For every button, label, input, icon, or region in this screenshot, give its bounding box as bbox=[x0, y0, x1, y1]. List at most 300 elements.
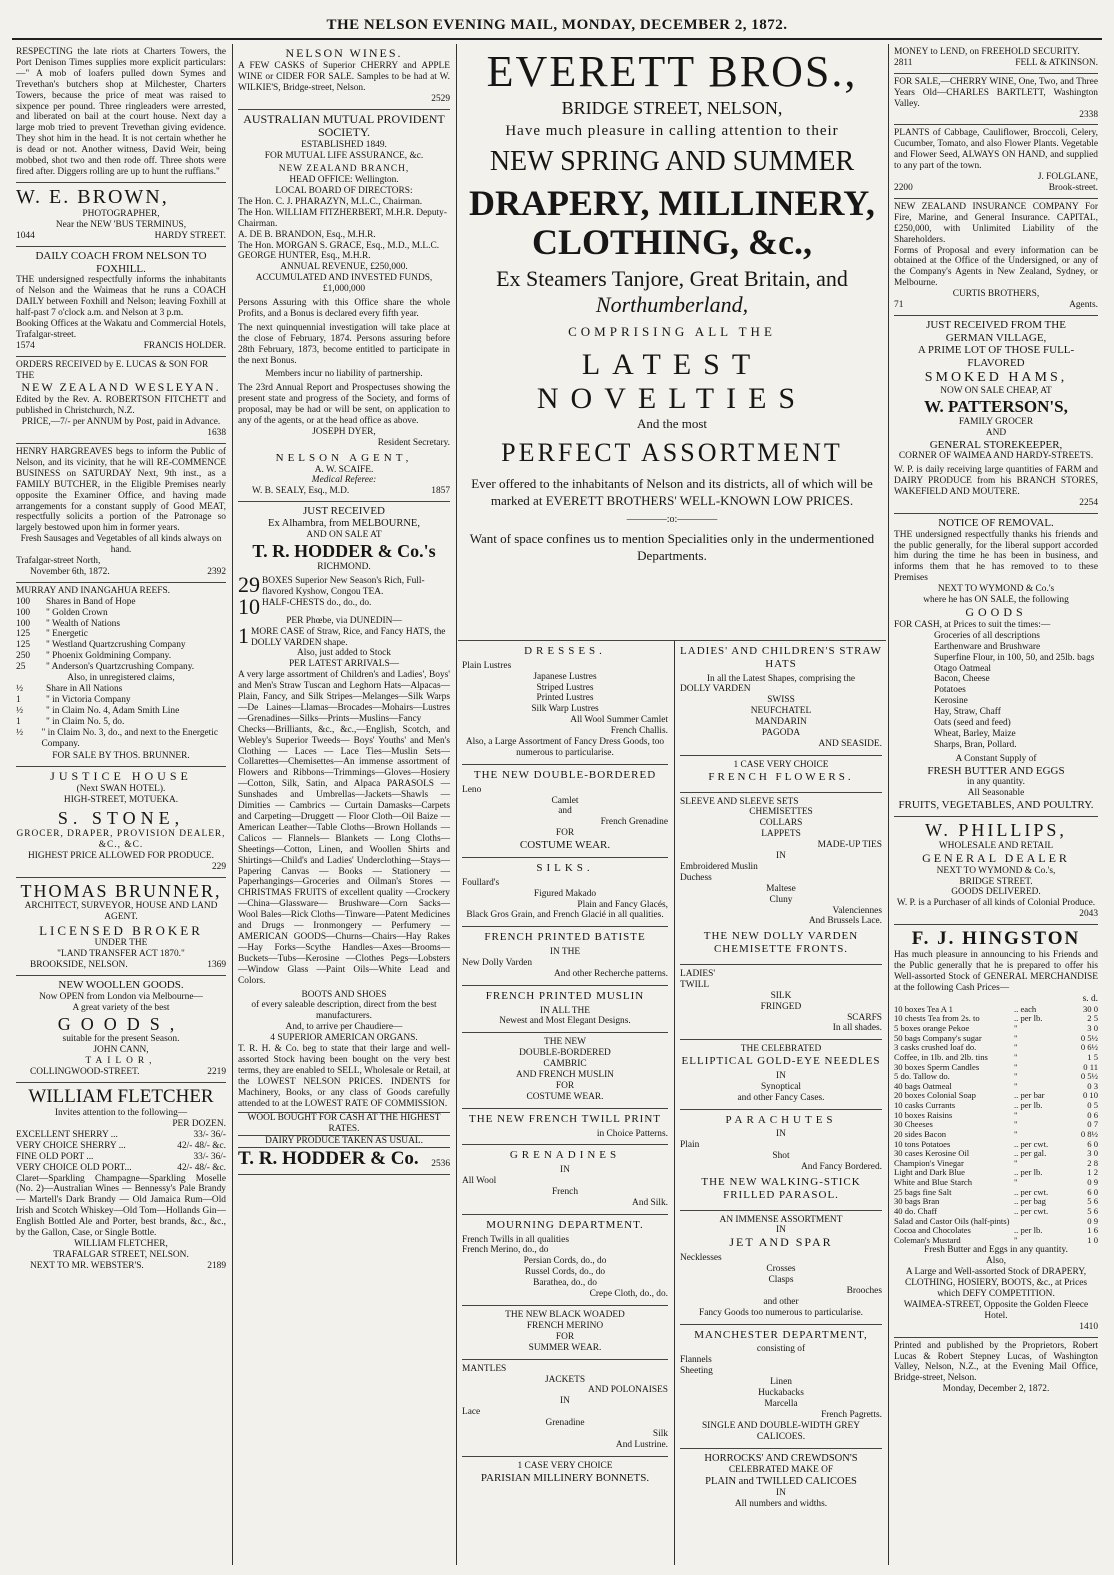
everett-departments bbox=[458, 640, 886, 1565]
coach-body: THE undersigned respectfully informs the inhabitants of Nelson and the Waimeas that he runs a COACH DAILY between Foxhill and Nelson; leaving Foxhill at half-past 7 o'clock a.m. and Nelson at 3 p.m. bbox=[16, 275, 226, 318]
list-item: And Lustrine. bbox=[615, 1439, 668, 1450]
mourning-heading: MOURNING DEPARTMENT. bbox=[486, 1218, 644, 1231]
item-unit: " bbox=[1014, 1119, 1018, 1130]
item-name: 10 boxes Tea A 1 bbox=[894, 1003, 953, 1014]
mourning-list bbox=[462, 1235, 668, 1300]
item-price: 0 5½ bbox=[1080, 1071, 1098, 1082]
item-price: 5 6 bbox=[1087, 1205, 1098, 1216]
departments-right bbox=[676, 641, 886, 1565]
patterson-9: GENERAL STOREKEEPER, bbox=[929, 438, 1063, 451]
share-count: ½ bbox=[16, 727, 24, 738]
item-unit: .. per cwt. bbox=[1014, 1138, 1049, 1149]
hodder-also: Also, just added to Stock bbox=[296, 648, 391, 659]
twill-sub: in Choice Patterns. bbox=[596, 1128, 668, 1139]
share-text: " Westland Quartzcrushing Company bbox=[46, 640, 186, 651]
brunner-act: "LAND TRANSFER ACT 1870." bbox=[57, 949, 185, 960]
manchester-heading: MANCHESTER DEPARTMENT, bbox=[694, 1328, 868, 1341]
horrocks-make: CELEBRATED MAKE OF bbox=[728, 1464, 834, 1475]
phillips-title: W. PHILLIPS, bbox=[925, 819, 1067, 840]
list-item: SUMMER WEAR. bbox=[528, 1342, 602, 1353]
woollen-name: JOHN CANN, bbox=[93, 1045, 149, 1056]
hargreaves-num: 2392 bbox=[207, 566, 226, 577]
hingston-num: 1410 bbox=[1079, 1321, 1098, 1332]
walking-heading: THE NEW WALKING-STICK FRILLED PARASOL. bbox=[701, 1176, 861, 1201]
patterson-2: GERMAN VILLAGE, bbox=[945, 331, 1047, 344]
notice-title: NOTICE OF REMOVAL. bbox=[938, 516, 1054, 529]
list-item: Kerosine bbox=[934, 696, 968, 707]
list-item: Clasps bbox=[768, 1275, 794, 1286]
parachutes-in: IN bbox=[776, 1129, 786, 1140]
share-text: " in Victoria Company bbox=[46, 694, 131, 705]
share-text: " Anderson's Quartzcrushing Company. bbox=[46, 662, 195, 673]
patterson-7: FAMILY GROCER bbox=[958, 416, 1034, 427]
brunner-title: THOMAS BRUNNER, bbox=[20, 880, 222, 901]
item-price: 1 6 bbox=[1087, 1225, 1098, 1236]
list-item: LAPPETS bbox=[761, 829, 801, 840]
phillips-num: 2043 bbox=[1079, 909, 1098, 920]
share-text: Shares in Band of Hope bbox=[46, 596, 136, 607]
item-name: VERY CHOICE OLD PORT... bbox=[16, 1162, 132, 1173]
director-line: A. DE B. BRANDON, Esq., M.H.R. bbox=[238, 229, 376, 240]
item-unit: " bbox=[1014, 1071, 1018, 1082]
woollen-open: Now OPEN from London via Melbourne— bbox=[39, 991, 203, 1002]
nzic-name: CURTIS BROTHERS, bbox=[952, 289, 1040, 300]
notice-where: where he has ON SALE, the following bbox=[923, 595, 1069, 606]
brunner-sub: ARCHITECT, SURVEYOR, HOUSE AND LAND AGENT. bbox=[24, 901, 218, 923]
hargreaves-date: November 6th, 1872. bbox=[30, 566, 110, 577]
list-item: MADE-UP TIES bbox=[817, 840, 882, 851]
price-row bbox=[894, 1236, 1098, 1246]
list-item: Shot bbox=[772, 1151, 790, 1162]
share-row bbox=[16, 619, 226, 630]
patterson-ad bbox=[894, 316, 1098, 514]
list-item: And Silk. bbox=[632, 1197, 668, 1208]
orders-ad bbox=[16, 357, 226, 444]
item-unit: .. per cwt. bbox=[1014, 1205, 1049, 1216]
share-row bbox=[16, 728, 226, 750]
price-row bbox=[16, 1163, 226, 1174]
notice-goods: GOODS bbox=[965, 604, 1027, 619]
dolly-heading: THE NEW DOLLY VARDEN CHEMISETTE FRONTS. bbox=[703, 930, 859, 956]
item-unit: .. per lb. bbox=[1014, 1013, 1043, 1024]
everett-northumberland: Northumberland, bbox=[595, 292, 749, 317]
notice-fruits: FRUITS, VEGETABLES, AND POULTRY. bbox=[898, 799, 1094, 812]
amp-p2: The next quinquennial investigation will take place at the close of February, 1874. Persons assuring before 28th February, 1873, become entitled to participate in the next Bonus. bbox=[238, 322, 450, 366]
embroid-list bbox=[680, 862, 882, 927]
fletcher-title: WILLIAM FLETCHER bbox=[28, 1086, 214, 1108]
list-item: Sharps, Bran, Pollard. bbox=[934, 739, 1017, 750]
hodder-29: BOXES Superior New Season's Rich, Full-flavored Kyshow, Congou TEA. bbox=[262, 575, 425, 597]
hats-heading: LADIES' AND CHILDREN'S STRAW HATS bbox=[680, 645, 882, 670]
coach-booking: Booking Offices at the Wakatu and Commercial Hotels, Trafalgar-street. bbox=[16, 318, 226, 340]
list-item: All Wool bbox=[462, 1176, 497, 1187]
list-item: New Dolly Varden bbox=[462, 957, 533, 968]
amp-est: ESTABLISHED 1849. bbox=[301, 140, 387, 151]
list-item: Potatoes bbox=[934, 685, 966, 696]
phillips-next: NEXT TO WYMOND & Co.'s, bbox=[936, 865, 1056, 876]
item-price: 3 0 bbox=[1087, 1148, 1098, 1159]
jet-list bbox=[680, 1253, 882, 1318]
woaded-list bbox=[462, 1310, 668, 1354]
list-item: SLEEVE AND SLEEVE SETS bbox=[680, 796, 799, 807]
share-row bbox=[16, 717, 226, 728]
item-price: 42/- 48/- &c. bbox=[177, 1162, 226, 1173]
double-section bbox=[462, 765, 668, 858]
director-line: GEORGE HUNTER, Esq., M.H.R. bbox=[238, 251, 371, 262]
list-item: Marcella bbox=[764, 1399, 798, 1409]
share-count: 125 bbox=[16, 629, 31, 640]
everett-pleasure: Have much pleasure in calling attention to their bbox=[505, 123, 839, 139]
item-unit: " bbox=[1014, 1051, 1018, 1062]
manchester-single: SINGLE AND DOUBLE-WIDTH GREY CALICOES. bbox=[701, 1420, 861, 1442]
price-row bbox=[16, 1152, 226, 1163]
list-item: Silk Warp Lustres bbox=[531, 704, 599, 715]
list-item: French Grenadine bbox=[600, 817, 668, 828]
riots-article: RESPECTING the late riots at Charters Towers, the Port Denison Times supplies more explicit particulars:—" A mob of loafers pulled down Symes and Trevethan's butchers shop at Milchester, Charters Towers, because the price of meat was raised to sixpence per pound. Three ringleaders were arrested, and liberated on bail at the court house. Next day a large mob tried to prevent Trevethan giving evidence. They shot him in the head. It is not certain whether he is dead or not. Another witness, David Weir, being mobbed, shot two and then rode off. Three shots were fired after. Diggers rolling are up to hunt the ruffians." bbox=[16, 44, 226, 183]
share-count: 25 bbox=[16, 662, 26, 673]
brown-street: HARDY STREET. bbox=[154, 230, 226, 241]
amp-for: FOR MUTUAL LIFE ASSURANCE, &c. bbox=[264, 151, 424, 162]
item-name: 30 Cheeses bbox=[894, 1119, 933, 1130]
share-count: 1 bbox=[16, 716, 21, 727]
amp-revenue: ANNUAL REVENUE, £250,000. bbox=[280, 262, 408, 273]
list-item: IN bbox=[560, 1396, 570, 1407]
item-price: 1 0 bbox=[1087, 1234, 1098, 1245]
notice-qty: in any quantity. bbox=[967, 777, 1025, 788]
item-price: 0 5 bbox=[1087, 1100, 1098, 1111]
item-price: 0 3 bbox=[1087, 1080, 1098, 1091]
list-item: Persian Cords, do., do bbox=[523, 1256, 607, 1267]
share-row bbox=[16, 640, 226, 651]
list-item: MANDARIN bbox=[755, 717, 807, 728]
item-name: 25 bags fine Salt bbox=[894, 1186, 952, 1197]
bonnets-case: 1 CASE VERY CHOICE bbox=[517, 1460, 613, 1471]
item-unit: .. each bbox=[1014, 1003, 1037, 1014]
item-unit: .. per gal. bbox=[1014, 1148, 1047, 1159]
item-price: 6 0 bbox=[1087, 1138, 1098, 1149]
fletcher-name: WILLIAM FLETCHER, bbox=[74, 1239, 168, 1250]
hargreaves-fresh: Fresh Sausages and Vegetables of all kinds always on hand. bbox=[20, 534, 222, 556]
list-item: Groceries of all descriptions bbox=[934, 630, 1040, 641]
fletcher-items bbox=[16, 1130, 226, 1174]
referee-label: Medical Referee: bbox=[311, 475, 377, 486]
sleeve-list bbox=[680, 797, 882, 862]
list-item: Lace bbox=[462, 1407, 481, 1418]
columns bbox=[12, 44, 1102, 1565]
share-count: 250 bbox=[16, 651, 31, 662]
item-unit: .. per cwt. bbox=[1014, 1186, 1049, 1197]
amp-p4: The 23rd Annual Report and Prospectuses showing the present state and progress of the Society, and forms of proposal, may be had or will be sent, on application to any of the agents, or at the head office as above. bbox=[238, 383, 450, 427]
justice-sub: (Next SWAN HOTEL). bbox=[76, 784, 166, 795]
item-name: EXCELLENT SHERRY ... bbox=[16, 1129, 118, 1140]
list-item: Embroidered Muslin bbox=[680, 861, 758, 872]
double-wear: COSTUME WEAR. bbox=[519, 839, 611, 852]
column-rule bbox=[232, 44, 233, 1565]
boots-body: T. R. H. & Co. beg to state that their large and well-assorted Stock having been bought on the very best terms, they are enabled to SELL, Wholesale or Retail, at the LOWEST NELSON PRICES. INDENTS for Machinery, Books, or any class of Goods carefully attended to at the LOWEST RATE OF COMMISSION. bbox=[238, 1044, 450, 1109]
list-item: Striped Lustres bbox=[536, 682, 594, 693]
silks-heading: SILKS. bbox=[536, 861, 594, 874]
notice-cash: FOR CASH, at Prices to suit the times:— bbox=[894, 619, 1051, 630]
boots-organs: 4 SUPERIOR AMERICAN ORGANS. bbox=[270, 1033, 418, 1044]
list-item: French Pagretts. bbox=[821, 1409, 882, 1420]
muslin-heading: FRENCH PRINTED MUSLIN bbox=[485, 989, 645, 1002]
column-rule bbox=[888, 44, 889, 1565]
list-item: AND FRENCH MUSLIN bbox=[516, 1070, 614, 1081]
sale-ad bbox=[894, 74, 1098, 126]
list-item: Synoptical bbox=[760, 1081, 802, 1092]
list-item: and other Fancy Cases. bbox=[737, 1092, 825, 1103]
stone-price: HIGHEST PRICE ALLOWED FOR PRODUCE. bbox=[27, 850, 215, 861]
needles-pre: THE CELEBRATED bbox=[740, 1044, 822, 1055]
item-name: Coffee, in 1lb. and 2lb. tins bbox=[894, 1051, 988, 1062]
list-item: In all shades. bbox=[832, 1023, 882, 1034]
brown-num: 1044 bbox=[16, 230, 35, 241]
list-item: JACKETS bbox=[544, 1374, 586, 1385]
brown-ad bbox=[16, 183, 226, 247]
hats-section bbox=[680, 641, 882, 756]
share-row bbox=[16, 684, 226, 695]
stone-num: 229 bbox=[211, 861, 226, 872]
column-4 bbox=[890, 44, 1102, 1565]
manchester-section bbox=[680, 1325, 882, 1449]
share-row bbox=[16, 706, 226, 717]
item-price: 33/- 36/- bbox=[193, 1151, 226, 1162]
brunner-lic: LICENSED BROKER bbox=[39, 923, 203, 939]
amp-branch: NEW ZEALAND BRANCH, bbox=[278, 164, 410, 175]
share-row bbox=[16, 651, 226, 662]
fletcher-dozen: PER DOZEN. bbox=[172, 1119, 226, 1130]
fletcher-next: NEXT TO MR. WEBSTER'S. bbox=[30, 1260, 144, 1271]
list-item: FRINGED bbox=[760, 1001, 802, 1012]
hodder-sale: AND ON SALE AT bbox=[306, 530, 382, 541]
item-price: 0 6½ bbox=[1080, 1042, 1098, 1053]
notice-items bbox=[894, 631, 1098, 751]
patterson-6: W. PATTERSON'S, bbox=[924, 397, 1068, 417]
hodder-1: MORE CASE of Straw, Rice, and Fancy HATS, the DOLLY VARDEN shape. bbox=[251, 626, 446, 648]
amp-sec-role: Resident Secretary. bbox=[377, 437, 450, 448]
list-item: Figured Makado bbox=[533, 888, 597, 899]
dairy: DAIRY PRODUCE TAKEN AS USUAL. bbox=[238, 1135, 450, 1147]
share-row bbox=[16, 695, 226, 706]
list-item: COSTUME WEAR. bbox=[526, 1091, 604, 1102]
batiste-list bbox=[462, 958, 668, 980]
item-name: 5 do. Tallow do. bbox=[894, 1071, 950, 1082]
everett-drapery: DRAPERY, MILLINERY, bbox=[469, 183, 875, 223]
item-name: Cocoa and Chocolates bbox=[894, 1225, 971, 1236]
item-name: 30 bags Bran bbox=[894, 1196, 940, 1207]
list-item: Flannels bbox=[680, 1355, 712, 1366]
patterson-5: NOW ON SALE CHEAP, AT bbox=[940, 386, 1052, 397]
coach-num: 1574 bbox=[16, 340, 35, 351]
hingston-also: Also, bbox=[985, 1256, 1007, 1267]
sale-num: 2338 bbox=[1079, 109, 1098, 120]
batiste-section bbox=[462, 927, 668, 985]
item-name: 10 boxes Raisins bbox=[894, 1109, 953, 1120]
item-price: 0 8½ bbox=[1080, 1128, 1098, 1139]
referee-name: W. B. SEALY, Esq., M.D. bbox=[252, 486, 350, 497]
item-price: 5 6 bbox=[1087, 1196, 1098, 1207]
cambric-section bbox=[462, 1033, 668, 1108]
item-name: 10 chests Tea from 2s. to bbox=[894, 1013, 980, 1024]
amp-board: LOCAL BOARD OF DIRECTORS: bbox=[275, 185, 413, 196]
bonnets-section bbox=[462, 1457, 668, 1490]
orders-body: Edited by the Rev. A. ROBERTSON FITCHETT and published in Christchurch, N.Z. bbox=[16, 395, 226, 417]
needles-in: IN bbox=[776, 1070, 786, 1081]
jet-in: IN bbox=[776, 1225, 786, 1236]
list-item: Bacon, Cheese bbox=[934, 674, 990, 685]
item-name: Coleman's Mustard bbox=[894, 1234, 961, 1245]
item-name: 20 boxes Colonial Soap bbox=[894, 1090, 976, 1101]
list-item: and bbox=[558, 806, 572, 817]
jet-heading: JET AND SPAR bbox=[729, 1235, 833, 1250]
list-item: Foullard's bbox=[462, 877, 500, 888]
bonnets: PARISIAN MILLINERY BONNETS. bbox=[480, 1471, 650, 1484]
justice-street: HIGH-STREET, MOTUEKA. bbox=[63, 795, 179, 806]
price-row bbox=[16, 1141, 226, 1152]
patterson-8: AND bbox=[985, 427, 1007, 438]
referee-num: 1857 bbox=[431, 486, 450, 497]
list-item: And Brussels Lace. bbox=[808, 916, 882, 927]
item-unit: " bbox=[1014, 1061, 1018, 1072]
item-name: VERY CHOICE SHERRY ... bbox=[16, 1140, 126, 1151]
item-price: 0 5½ bbox=[1080, 1032, 1098, 1043]
imprint-date: Monday, December 2, 1872. bbox=[942, 1384, 1050, 1395]
share-row bbox=[16, 629, 226, 640]
item-name: 10 tons Potatoes bbox=[894, 1138, 951, 1149]
patterson-body: W. P. is daily receiving large quantities of FARM and DAIRY PRODUCE from his BRANCH STORES, WAKEFIELD AND MOUTERE. bbox=[894, 465, 1098, 498]
list-item: Maltese bbox=[766, 883, 796, 894]
hodder-town: RICHMOND. bbox=[317, 561, 371, 572]
share-text: " in Claim No. 5, do. bbox=[46, 716, 125, 727]
phillips-del: GOODS DELIVERED. bbox=[951, 887, 1041, 898]
hodder-bottom: T. R. HODDER & Co. bbox=[238, 1148, 419, 1170]
list-item: Japanese Lustres bbox=[533, 671, 597, 682]
amp-p3: Members incur no liability of partnership. bbox=[265, 369, 423, 380]
hingston-stock: A Large and Well-assorted Stock of DRAPERY, CLOTHING, HOSIERY, BOOTS, &c., at Prices which DEFY COMPETITION. bbox=[904, 1267, 1088, 1300]
scarfs-list bbox=[680, 969, 882, 1034]
item-price: 2 5 bbox=[1087, 1013, 1098, 1024]
item-unit: " bbox=[1014, 1042, 1018, 1053]
item-unit: " bbox=[1014, 1177, 1018, 1188]
share-count: 100 bbox=[16, 607, 31, 618]
fletcher-body: Claret—Sparkling Champagne—Sparkling Moselle (No. 2)—Australian Wines — Bennessy's Pale Brandy — Martell's Dark Brandy — Old Jamaica Rum—Old Irish and Scotch Whiskey—Old Tom—Hollands Gin—English Bottled Ale and Porter, best brands, &c., &c., by the Gallon, Case, or Single Bottle. bbox=[16, 1173, 226, 1239]
list-item: IN bbox=[776, 851, 786, 862]
boots-title: BOOTS AND SHOES bbox=[301, 989, 387, 1000]
fletcher-ad bbox=[16, 1083, 226, 1276]
wines-num: 2529 bbox=[431, 93, 450, 104]
everett-steamers: Ex Steamers Tanjore, Great Britain, and bbox=[496, 266, 848, 291]
share-text: " Golden Crown bbox=[46, 607, 108, 618]
list-item: Crosses bbox=[766, 1264, 796, 1275]
item-name: Light and Dark Blue bbox=[894, 1167, 965, 1178]
item-name: White and Blue Starch bbox=[894, 1177, 973, 1188]
item-price: 30 0 bbox=[1082, 1003, 1098, 1014]
list-item: Crepe Cloth, do., do. bbox=[589, 1289, 668, 1300]
nzic-body: Forms of Proposal and every information can be obtained at the Office of the Undersigned, or any of the Company's Agents in New Zealand, Sydney, or Melbourne. bbox=[894, 245, 1098, 289]
amp-p1: Persons Assuring with this Office share the whole Profits, and a Bonus is declared every fifth year. bbox=[238, 298, 450, 319]
item-price: 0 7 bbox=[1087, 1119, 1098, 1130]
twill-heading: THE NEW FRENCH TWILL PRINT bbox=[468, 1112, 661, 1125]
manchester-list bbox=[680, 1355, 882, 1420]
coach-title: DAILY COACH FROM NELSON TO FOXHILL. bbox=[35, 249, 207, 275]
money-title: MONEY to LEND, on FREEHOLD SECURITY. bbox=[894, 47, 1080, 57]
double-list bbox=[462, 785, 668, 829]
item-name: 5 boxes orange Pekoe bbox=[894, 1023, 970, 1034]
sleeve-section bbox=[680, 793, 882, 965]
brunner-addr: BROOKSIDE, NELSON. bbox=[30, 960, 128, 971]
list-item: And Fancy Bordered. bbox=[801, 1162, 882, 1173]
everett-sep: ————:o:———— bbox=[626, 513, 718, 525]
list-item: Barathea, do., do bbox=[533, 1278, 597, 1289]
share-row bbox=[16, 662, 226, 673]
item-unit: " bbox=[1014, 1109, 1018, 1120]
patterson-4: SMOKED HAMS, bbox=[924, 369, 1068, 385]
item-unit: .. per bar bbox=[1014, 1090, 1045, 1101]
patterson-3: A PRIME LOT OF THOSE FULL-FLAVORED bbox=[917, 344, 1075, 370]
notice-supply: A Constant Supply of bbox=[955, 753, 1037, 764]
mantles-section bbox=[462, 1360, 668, 1457]
money-name: FELL & ATKINSON. bbox=[1015, 57, 1098, 68]
hodder-ad: JUST RECEIVED Ex Alhambra, from MELBOURNE, AND ON SALE AT T. R. HODDER & Co.'s RICHMOND. 29 BOXES Superior New Season's Rich, Full-flavored Kyshow, Congou TEA. 10 HALF-CHESTS do., do., do. PER Phœbe, via DUNEDIN— 1 MORE CASE of Straw, Rice, and Fancy HATS, the DOLLY VARDEN shape. Also, just added to Stock PER LATEST ARRIVALS— A very large assortment of Children's and Ladies', Boys' and Men's Straw Tuscan and Leghorn Hats—Alpacas—Plain, Fancy, and Silk Stripes—Melanges—Silk Warps—De Laines—Llamas—Brocades—Mohairs—Lustres—Grenadines—Silks—Prints—Muslins—Fancy Checks—Brilliants, &c., &c.,—English, Scotch, and Webley's Superior Tweeds— Boys' Youths' and Men's Clothing — Laces — Lace Ties—Muslin Sets—Collarettes—Chemisettes—An immense assortment of Flowers and Ribbons—Trimmings—Gloves—Hosiery—Cotton, Silk, Satin, and Alpaca PARASOLS —Sunshades and Umbrellas—Jackets—Shawls — Dimities — Cambrics — Curtain Damasks—Carpets and Carpeting—Druggett — Floor Cloth—Oil Baize — American Leather—Table Cloths—Brown Hollands — Calicos — Flannels— Blankets — Long Cloths—Sheetings—Cotton, Linen, and Woollen Shirts and Shirtings—Child's and Ladies' Underclothing—Stays—Papering Canvas — Books — Stationery — Paperhangings—Groceries and Oilman's Stores —CHRISTMAS FRUITS of excellent quality —Crockery—China—Glassware— Brushware—Corn Sacks—Wool Bales—Rick Cloths—Tinware—Patent Medicines and Drugs — Ironmongery — Perfumery — AMERICAN GOODS—Churns—Chairs—Hay Rakes—Hay Forks—Scythe Handles—Axes—Brooms—Buckets—Tubs—Kerosine —Clothes Pegs—Lobsters—Window Glass —Paint Oils—White Lead and Colors. BOOTS AND SHOES of every saleable description, direct from the best manufacturers. And, to arrive per Chaudiere— 4 SUPERIOR AMERICAN ORGANS. T. R. H. & Co. beg to state that their large and well-assorted Stock having been bought on the very best terms, they are enabled to SELL, Wholesale or Retail, at the LOWEST NELSON PRICES. INDENTS for Machinery, Books, or any class of Goods carefully attended to at the LOWEST RATE OF COMMISSION. WOOL BOUGHT FOR CASH AT THE HIGHEST RATES. DAIRY PRODUCE TAKEN AS USUAL. T. R. HODDER & Co. 2536 bbox=[238, 502, 450, 1175]
murray-title: MURRAY AND INANGAHUA REEFS. bbox=[16, 585, 171, 596]
wines-title: NELSON WINES. bbox=[285, 46, 403, 60]
item-name: FINE OLD PORT ... bbox=[16, 1151, 94, 1162]
item-price: 42/- 48/- &c. bbox=[177, 1140, 226, 1151]
woollen-title: NEW WOOLLEN GOODS. bbox=[58, 979, 184, 992]
list-item: Oats (seed and feed) bbox=[934, 718, 1011, 729]
coach-ad bbox=[16, 247, 226, 357]
fletcher-street: TRAFALGAR STREET, NELSON. bbox=[53, 1249, 189, 1260]
hingston-items bbox=[894, 1005, 1098, 1246]
horrocks-section bbox=[680, 1449, 882, 1515]
mourning-section bbox=[462, 1215, 668, 1306]
item-price: 0 11 bbox=[1083, 1061, 1098, 1072]
item-unit: " bbox=[1014, 1080, 1018, 1091]
murray-shares bbox=[16, 597, 226, 673]
list-item: Necklesses bbox=[680, 1253, 722, 1264]
item-name: Champion's Vinegar bbox=[894, 1157, 964, 1168]
amp-title: AUSTRALIAN MUTUAL PROVIDENT SOCIETY. bbox=[243, 111, 445, 140]
phillips-sub: WHOLESALE AND RETAIL bbox=[938, 840, 1054, 851]
everett-most: And the most bbox=[636, 416, 708, 431]
needles-section bbox=[680, 1040, 882, 1109]
list-item: And other Recherche patterns. bbox=[553, 968, 668, 979]
boots-arrive: And, to arrive per Chaudiere— bbox=[285, 1022, 403, 1033]
list-item: Superfine Flour, in 100, 50, and 25lb. bags bbox=[934, 652, 1095, 663]
list-item: Camlet bbox=[551, 795, 579, 806]
item-price: 1 2 bbox=[1087, 1167, 1098, 1178]
brunner-num: 1369 bbox=[207, 960, 226, 971]
director-line: The Hon. C. J. PHARAZYN, M.L.C., Chairman. bbox=[238, 196, 423, 207]
share-text: " in Claim No. 4, Adam Smith Line bbox=[46, 705, 180, 716]
orders-paper: NEW ZEALAND WESLEYAN. bbox=[21, 380, 221, 395]
brunner-ad bbox=[16, 878, 226, 976]
brown-title: W. E. BROWN, bbox=[16, 185, 169, 208]
phillips-street: BRIDGE STREET. bbox=[959, 876, 1033, 887]
horrocks-in: IN bbox=[776, 1487, 786, 1498]
woollen-suit: suitable for the present Season. bbox=[62, 1034, 180, 1045]
jet-section bbox=[680, 1211, 882, 1325]
list-item: and other bbox=[763, 1296, 799, 1307]
list-item: NEUFCHATEL bbox=[750, 706, 812, 717]
dresses-section bbox=[462, 641, 668, 765]
list-item: SWISS bbox=[767, 695, 795, 706]
list-item: Duchess bbox=[680, 872, 712, 883]
list-item: Plain and Fancy Glacés, bbox=[577, 899, 668, 910]
share-row bbox=[16, 597, 226, 608]
imprint-text: Printed and published by the Proprietors, Robert Lucas & Robert Stepney Lucas, of Washington Valley, Nelson, N.Z., at the Evening Mail Office, Bridge-street, Nelson. bbox=[894, 1340, 1098, 1384]
phillips-ad bbox=[894, 817, 1098, 925]
